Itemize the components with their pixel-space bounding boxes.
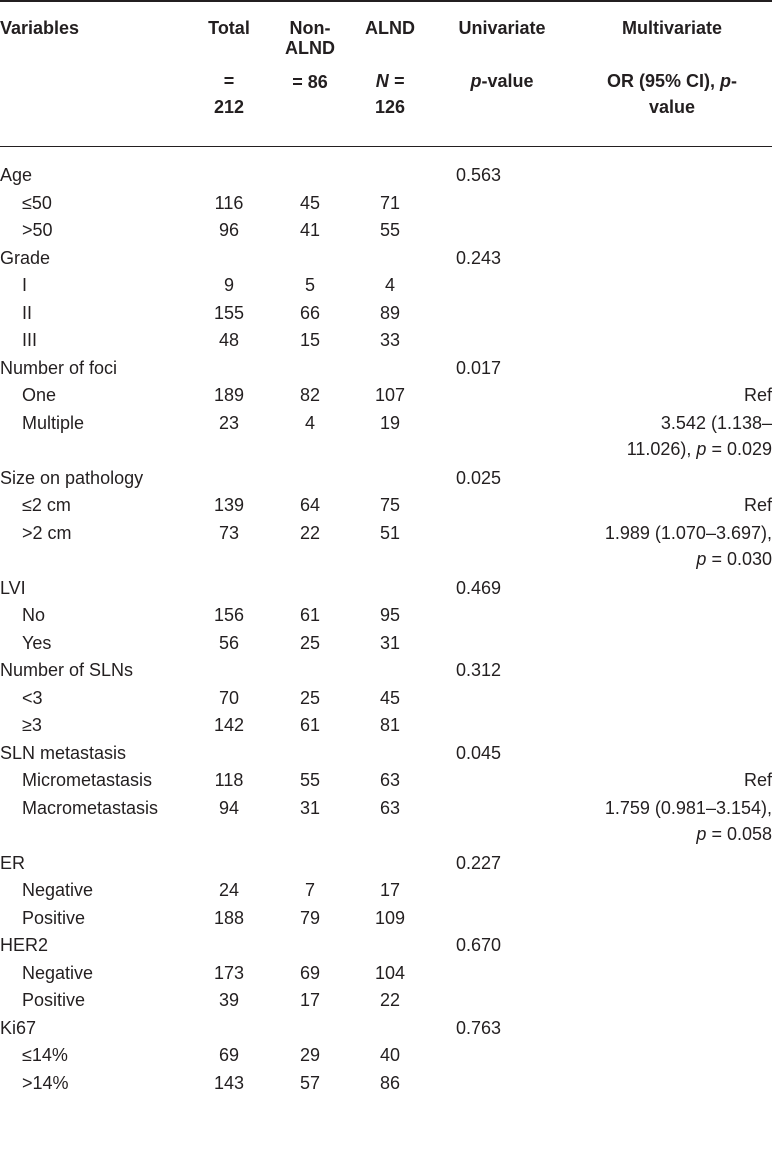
header-alnd-n-italic: N = <box>375 71 405 91</box>
header-alnd-line-1: ALND <box>365 18 415 38</box>
non-alnd-cell: 15 <box>299 330 321 350</box>
alnd-cell: 22 <box>379 990 401 1010</box>
row-label: I <box>22 275 28 295</box>
alnd-cell: 40 <box>379 1045 401 1065</box>
table-row <box>0 190 772 216</box>
alnd-cell: 33 <box>379 330 401 350</box>
multivariate-line: Ref <box>743 495 772 515</box>
alnd-cell: 109 <box>374 907 406 928</box>
alnd-cell: 89 <box>379 302 401 323</box>
alnd-cell: 107 <box>374 385 406 405</box>
group-row <box>0 932 772 958</box>
alnd-cell: 17 <box>379 880 401 900</box>
header-alnd <box>350 15 430 120</box>
table-row <box>0 492 772 518</box>
alnd-cell: 63 <box>379 797 401 818</box>
group-row <box>0 657 772 683</box>
header-variables-text: Variables <box>0 18 80 38</box>
table-row <box>0 905 772 931</box>
header-multivariate-line-3: value <box>648 97 696 117</box>
total-cell: 39 <box>218 990 240 1010</box>
univariate-p-cell: 0.670 <box>456 935 502 955</box>
table-row <box>0 795 772 844</box>
header-total-line-3: 212 <box>213 97 245 117</box>
multivariate-line: p = 0.030 <box>696 548 772 569</box>
table-row <box>0 987 772 1013</box>
header-variables <box>0 15 79 41</box>
alnd-cell: 55 <box>379 220 401 240</box>
table-row <box>0 520 772 569</box>
alnd-cell: 45 <box>379 687 401 708</box>
non-alnd-cell: 17 <box>299 990 321 1010</box>
header-rule <box>0 146 772 147</box>
non-alnd-cell: 61 <box>299 715 321 735</box>
alnd-cell: 86 <box>379 1072 401 1093</box>
total-cell: 69 <box>218 1045 240 1065</box>
row-label: >14% <box>22 1072 69 1093</box>
univariate-p-cell: 0.025 <box>456 467 502 488</box>
group-label: Number of foci <box>0 357 118 378</box>
header-univariate <box>446 15 558 94</box>
alnd-cell: 95 <box>379 605 401 625</box>
header-total-line-1: Total <box>208 18 250 38</box>
table-row <box>0 767 772 793</box>
non-alnd-cell: 25 <box>299 687 321 708</box>
group-row <box>0 162 772 188</box>
non-alnd-cell: 55 <box>299 770 321 790</box>
univariate-p-cell: 0.312 <box>456 660 502 680</box>
header-multivariate-line-2: OR (95% CI), p- <box>606 71 738 91</box>
univariate-p-cell: 0.045 <box>456 742 502 763</box>
group-row <box>0 850 772 876</box>
header-total-line-2: = <box>223 71 235 91</box>
header-multivariate-line-1: Multivariate <box>621 18 723 38</box>
total-cell: 96 <box>218 220 240 240</box>
total-cell: 70 <box>218 687 240 708</box>
multivariate-line: Ref <box>743 385 772 405</box>
non-alnd-cell: 25 <box>299 632 321 653</box>
row-label: ≤50 <box>22 192 52 213</box>
header-alnd-line-3: 126 <box>374 97 406 117</box>
table-row <box>0 272 772 298</box>
non-alnd-cell: 82 <box>299 385 321 405</box>
multivariate-line: Ref <box>743 770 772 790</box>
multivariate-cell <box>532 767 772 793</box>
header-univariate-line-2: p-value <box>470 71 534 91</box>
univariate-p-cell: 0.469 <box>456 577 502 598</box>
group-label: HER2 <box>0 935 49 955</box>
row-label: III <box>22 330 38 350</box>
row-label: ≥3 <box>22 715 42 735</box>
row-label: <3 <box>22 687 43 708</box>
table-row <box>0 217 772 243</box>
row-label: ≤2 cm <box>22 495 71 515</box>
group-label: Ki67 <box>0 1017 37 1038</box>
row-label: Macrometastasis <box>22 797 159 818</box>
row-label: Negative <box>22 880 94 900</box>
header-non-alnd-line-2: ALND <box>285 38 335 58</box>
total-cell: 173 <box>213 962 245 983</box>
group-row <box>0 740 772 766</box>
table-row <box>0 630 772 656</box>
alnd-cell: 75 <box>379 495 401 515</box>
row-label: Yes <box>22 632 52 653</box>
multivariate-cell <box>532 520 772 572</box>
alnd-cell: 4 <box>384 275 395 295</box>
alnd-cell: 71 <box>379 192 401 213</box>
alnd-cell: 81 <box>379 715 401 735</box>
total-cell: 48 <box>218 330 240 350</box>
non-alnd-cell: 41 <box>299 220 321 240</box>
total-cell: 73 <box>218 522 240 543</box>
non-alnd-cell: 5 <box>304 275 315 295</box>
alnd-cell: 104 <box>374 962 406 983</box>
table-row <box>0 602 772 628</box>
table-row <box>0 1070 772 1096</box>
total-cell: 9 <box>223 275 234 295</box>
univariate-p-cell: 0.763 <box>456 1017 502 1038</box>
total-cell: 188 <box>213 907 245 928</box>
group-row <box>0 355 772 381</box>
non-alnd-cell: 7 <box>304 880 315 900</box>
total-cell: 156 <box>213 605 245 625</box>
total-cell: 143 <box>213 1072 245 1093</box>
table-row <box>0 1042 772 1068</box>
group-label: Age <box>0 165 33 185</box>
non-alnd-cell: 61 <box>299 605 321 625</box>
total-cell: 142 <box>213 715 245 735</box>
group-label: Size on pathology <box>0 467 144 488</box>
group-label: LVI <box>0 577 26 598</box>
non-alnd-cell: 79 <box>299 907 321 928</box>
row-label: Multiple <box>22 412 85 433</box>
total-cell: 94 <box>218 797 240 818</box>
table-row <box>0 327 772 353</box>
group-label: Number of SLNs <box>0 660 134 680</box>
table-row <box>0 300 772 326</box>
table-row <box>0 410 772 459</box>
group-row <box>0 245 772 271</box>
row-label: >50 <box>22 220 53 240</box>
non-alnd-cell: 4 <box>304 412 315 433</box>
group-label: SLN metastasis <box>0 742 127 763</box>
multivariate-line: 1.989 (1.070–3.697), <box>604 522 772 543</box>
multivariate-line: p = 0.058 <box>696 823 772 844</box>
multivariate-cell <box>532 492 772 518</box>
alnd-cell: 19 <box>379 412 401 433</box>
total-cell: 56 <box>218 632 240 653</box>
header-multivariate <box>572 15 772 120</box>
group-row <box>0 575 772 601</box>
total-cell: 23 <box>218 412 240 433</box>
table-row <box>0 877 772 903</box>
table-row <box>0 685 772 711</box>
univariate-p-cell: 0.227 <box>456 852 502 873</box>
multivariate-cell <box>532 382 772 408</box>
row-label: ≤14% <box>22 1045 68 1065</box>
header-alnd-line-2 <box>350 68 430 94</box>
header-non-alnd <box>270 15 350 95</box>
multivariate-line: 1.759 (0.981–3.154), <box>604 797 772 818</box>
alnd-cell: 51 <box>379 522 401 543</box>
total-cell: 139 <box>213 495 245 515</box>
row-label: Negative <box>22 962 94 983</box>
non-alnd-cell: 29 <box>299 1045 321 1065</box>
non-alnd-cell: 22 <box>299 522 321 543</box>
total-cell: 24 <box>218 880 240 900</box>
non-alnd-cell: 64 <box>299 495 321 515</box>
multivariate-cell <box>532 410 772 462</box>
non-alnd-cell: 45 <box>299 192 321 213</box>
header-total <box>190 15 268 120</box>
group-label: Grade <box>0 247 51 268</box>
header-non-alnd-line-1: Non- <box>289 18 331 38</box>
row-label: No <box>22 605 46 625</box>
top-rule <box>0 0 772 2</box>
row-label: Positive <box>22 907 86 928</box>
group-row <box>0 465 772 491</box>
alnd-cell: 63 <box>379 770 401 790</box>
univariate-p-cell: 0.563 <box>456 165 502 185</box>
multivariate-cell <box>532 795 772 847</box>
non-alnd-cell: 66 <box>299 302 321 323</box>
table-row <box>0 382 772 408</box>
row-label: >2 cm <box>22 522 72 543</box>
table-row <box>0 712 772 738</box>
total-cell: 118 <box>214 770 244 790</box>
row-label: One <box>22 385 57 405</box>
non-alnd-cell: 31 <box>299 797 321 818</box>
non-alnd-cell: 69 <box>299 962 321 983</box>
non-alnd-cell: 57 <box>299 1072 321 1093</box>
row-label: Micrometastasis <box>22 770 153 790</box>
univariate-p-cell: 0.017 <box>456 357 502 378</box>
alnd-cell: 31 <box>379 632 401 653</box>
multivariate-line: 11.026), p = 0.029 <box>626 438 772 459</box>
group-row <box>0 1015 772 1041</box>
total-cell: 155 <box>213 302 245 323</box>
header-non-alnd-line-3: = 86 <box>292 72 328 92</box>
total-cell: 189 <box>213 385 245 405</box>
row-label: II <box>22 302 33 323</box>
group-label: ER <box>0 852 26 873</box>
row-label: Positive <box>22 990 86 1010</box>
total-cell: 116 <box>214 192 244 213</box>
table-row <box>0 960 772 986</box>
header-univariate-line-1: Univariate <box>458 18 546 38</box>
multivariate-line: 3.542 (1.138– <box>660 412 772 433</box>
univariate-p-cell: 0.243 <box>456 247 502 268</box>
